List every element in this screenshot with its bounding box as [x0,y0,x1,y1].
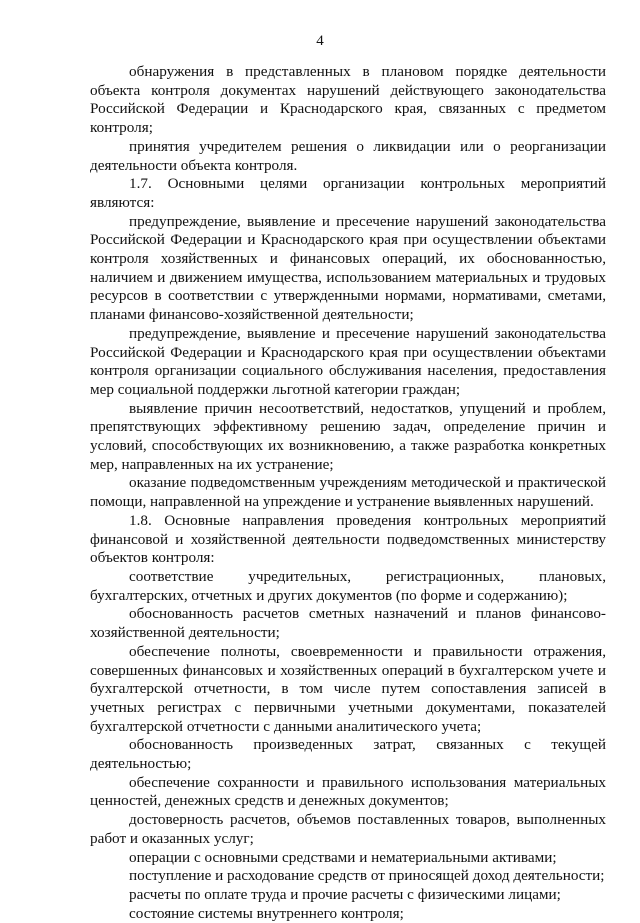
paragraph: операции с основными средствами и нематериальными активами; [129,848,557,866]
paragraph: принятия учредителем решения о ликвидации или о реорганизации деятельности объекта контроля. [90,137,606,174]
page-number: 4 [316,33,324,49]
paragraph: обоснованность произведенных затрат, связанных с текущей деятельностью; [90,736,606,773]
paragraph: выявление причин несоответствий, недостатков, упущений и проблем, препятствующих эффективному решению задач, определение причин и условий, способствующих их возникновению, а также разработка конкретных мер, направленных на их устранение; [90,399,606,473]
paragraph: обоснованность расчетов сметных назначений и планов финансово-хозяйственной деятельности; [90,605,606,642]
paragraph: расчеты по оплате труда и прочие расчеты с физическими лицами; [129,885,561,903]
paragraph: поступление и расходование средств от приносящей доход деятельности; [129,867,605,885]
paragraph: предупреждение, выявление и пресечение нарушений законодательства Российской Федерации и Краснодарского края при осуществлении объектами контроля организации социального обслуживания населения, предоставления мер социальной поддержки льготной категории граждан; [90,324,606,398]
paragraph: достоверность расчетов, объемов поставленных товаров, выполненных работ и оказанных услуг; [90,811,606,847]
paragraph: предупреждение, выявление и пресечение нарушений законодательства Российской Федерации и Краснодарского края при осуществлении объектами контроля хозяйственных и финансовых операций, их обоснованностью, наличием и движением имущества, использованием материальных и трудовых ресурсов в соответствии с утвержденными нормами, нормативами, сметами, планами финансово-хозяйственной деятельности; [90,212,606,324]
paragraph: обеспечение сохранности и правильного использования материальных ценностей, денежных средств и денежных документов; [90,773,606,810]
paragraph: соответствие учредительных, регистрационных, плановых, бухгалтерских, отчетных и других документов (по форме и содержанию); [90,567,606,604]
paragraph: оказание подведомственным учреждениям методической и практической помощи, направленной на упреждение и устранение выявленных нарушений. [90,474,606,511]
document-body [90,63,606,923]
paragraph: обеспечение полноты, своевременности и правильности отражения, совершенных финансовых и хозяйственных операций в бухгалтерском учете и бухгалтерской отчетности, в том числе путем сопоставления записей в учетных регистрах с первичными учетными документами, показателей бухгалтерской отчетности с данными аналитического учета; [90,642,606,735]
paragraph: 1.7. Основными целями организации контрольных мероприятий являются: [90,175,606,211]
paragraph: состояние системы внутреннего контроля; [129,904,404,922]
paragraph: 1.8. Основные направления проведения контрольных мероприятий финансовой и хозяйственной деятельности подведомственных министерству объектов контроля: [90,511,606,567]
paragraph: обнаружения в представленных в плановом порядке деятельности объекта контроля документах нарушений действующего законодательства Российской Федерации и Краснодарского края, связанных с предметом контроля; [90,63,606,137]
